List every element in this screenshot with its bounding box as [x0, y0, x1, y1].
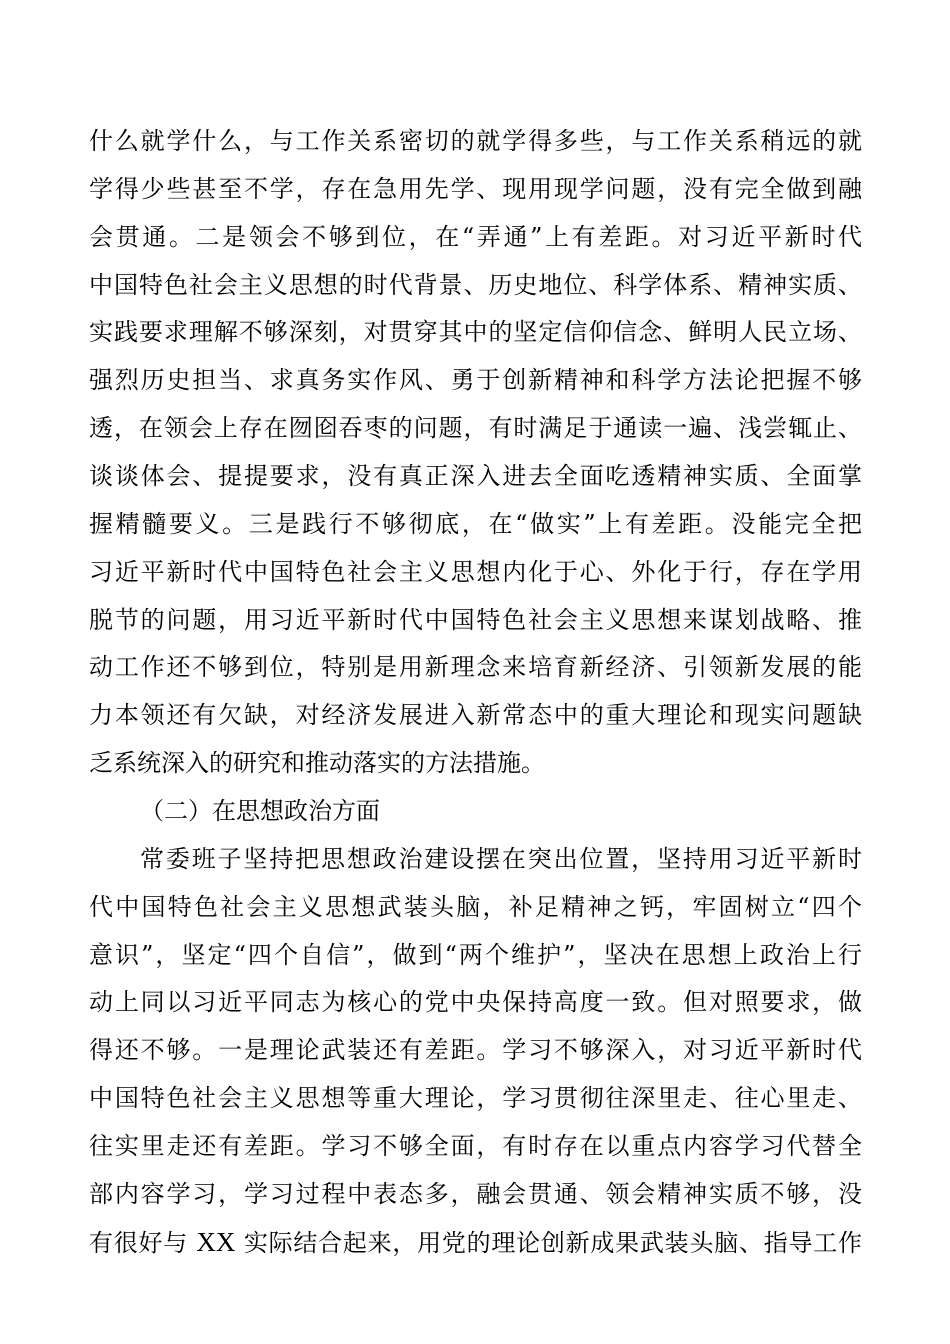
text-line: 强烈历史担当、求真务实作风、勇于创新精神和科学方法论把握不够 — [89, 366, 862, 395]
text-line: 部内容学习，学习过程中表态多，融会贯通、领会精神实质不够，没 — [89, 1179, 862, 1208]
text-line: 得还不够。一是理论武装还有差距。学习不够深入，对习近平新时代 — [89, 1036, 862, 1065]
section-2-paragraph — [89, 836, 862, 1267]
text-line: 会贯通。二是领会不够到位，在“弄通”上有差距。对习近平新时代 — [89, 222, 862, 251]
text-line: 学得少些甚至不学，存在急用先学、现用现学问题，没有完全做到融 — [89, 174, 862, 203]
text-line: 意识”，坚定“四个自信”，做到“两个维护”，坚决在思想上政治上行 — [89, 940, 862, 969]
placeholder-text: XX — [196, 1226, 236, 1257]
text-line: 谈谈体会、提提要求，没有真正深入进去全面吃透精神实质、全面掌 — [89, 462, 862, 491]
text-line: 脱节的问题，用习近平新时代中国特色社会主义思想来谋划战略、推 — [89, 605, 862, 634]
section-heading: （二）在思想政治方面 — [140, 797, 380, 826]
text-segment: 有很好与 — [89, 1228, 189, 1257]
text-line: 实践要求理解不够深刻，对贯穿其中的坚定信仰信念、鲜明人民立场、 — [89, 318, 862, 347]
text-line: 中国特色社会主义思想等重大理论，学习贯彻往深里走、往心里走、 — [89, 1084, 862, 1113]
text-line: 什么就学什么，与工作关系密切的就学得多些，与工作关系稍远的就 — [89, 127, 862, 155]
text-line: 常委班子坚持把思想政治建设摆在突出位置，坚持用习近平新时 — [140, 844, 862, 873]
text-line: 透，在领会上存在囫囵吞枣的问题，有时满足于通读一遍、浅尝辄止、 — [89, 414, 862, 443]
text-line: 代中国特色社会主义思想武装头脑，补足精神之钙，牢固树立“四个 — [89, 892, 862, 921]
text-line: 动工作还不够到位，特别是用新理念来培育新经济、引领新发展的能 — [89, 653, 862, 682]
document-page — [89, 118, 862, 1267]
text-line: 乏系统深入的研究和推动落实的方法措施。 — [89, 749, 545, 778]
text-line: 力本领还有欠缺，对经济发展进入新常态中的重大理论和现实问题缺 — [89, 701, 862, 730]
text-line: 动上同以习近平同志为核心的党中央保持高度一致。但对照要求，做 — [89, 988, 862, 1017]
text-line: 中国特色社会主义思想的时代背景、历史地位、科学体系、精神实质、 — [89, 270, 862, 299]
text-line: 握精髓要义。三是践行不够彻底，在“做实”上有差距。没能完全把 — [89, 509, 862, 538]
section-1-continuation — [89, 118, 862, 788]
text-line: 往实里走还有差距。学习不够全面，有时存在以重点内容学习代替全 — [89, 1132, 862, 1161]
text-line — [89, 1219, 862, 1267]
text-segment: 实际结合起来，用党的理论创新成果武装头脑、指导工作 — [243, 1228, 862, 1257]
text-line: 习近平新时代中国特色社会主义思想内化于心、外化于行，存在学用 — [89, 557, 862, 586]
